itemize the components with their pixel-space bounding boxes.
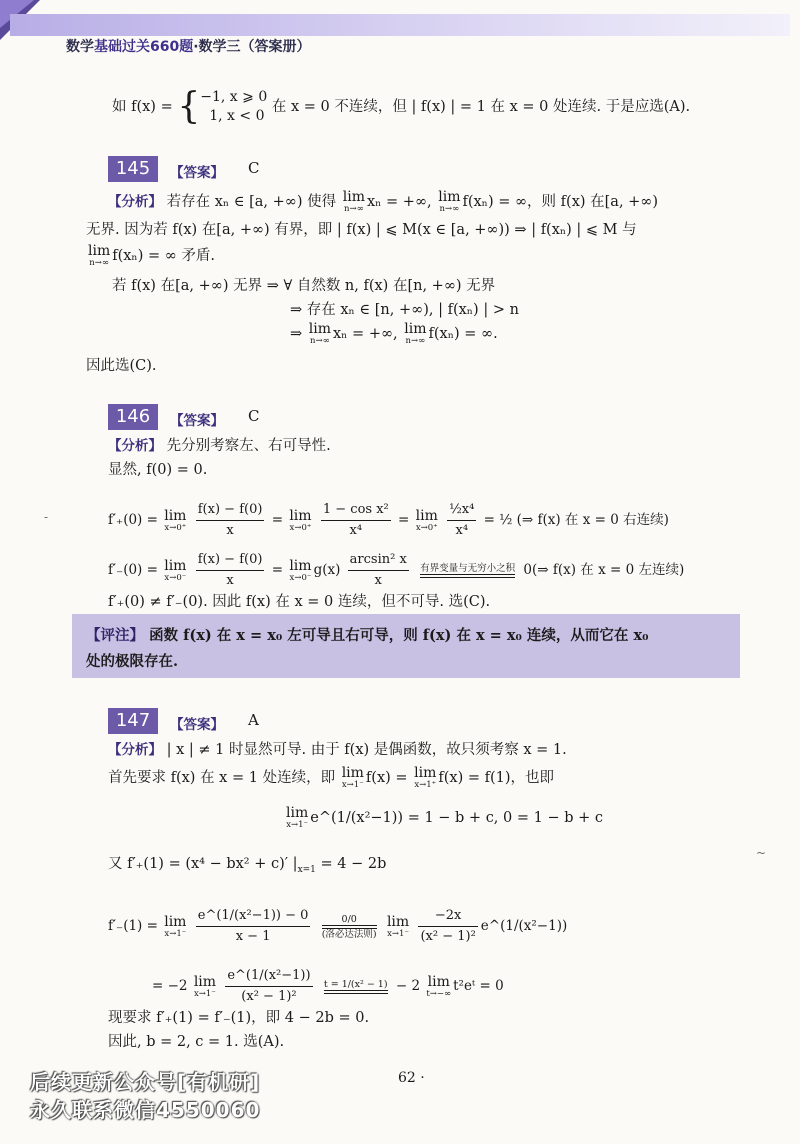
- q145-l6b: xₙ = +∞,: [333, 326, 398, 342]
- margin-mark: -: [44, 510, 49, 524]
- lim-sub: x→1⁻: [387, 928, 409, 939]
- q145-l1c: f(xₙ) = ∞，则 f(x) 在[a, +∞): [462, 194, 659, 210]
- q147-l2a: 首先要求 f(x) 在 x = 1 处连续，即: [108, 770, 336, 786]
- q147-substitution: [152, 966, 504, 1007]
- margin-mark: ~: [756, 846, 767, 860]
- lim-sub: x→1⁺: [414, 780, 437, 790]
- q147-l3b: = 1 − b + c, 0 = 1 − b + c: [407, 810, 603, 826]
- lim-word: lim: [164, 507, 187, 524]
- header-title-accent: 基础过关660题: [94, 39, 194, 55]
- lim-op: [309, 322, 331, 346]
- lim-sub: x→0⁻: [164, 572, 187, 583]
- lim-op: [286, 806, 308, 830]
- q146-right-derivative: [108, 500, 669, 541]
- equals-rule: [420, 574, 515, 575]
- lim-sub: x→0⁺: [289, 522, 312, 533]
- lim-op: [414, 766, 436, 790]
- q146-conclusion: f′₊(0) ≠ f′₋(0). 因此 f(x) 在 x = 0 连续，但不可导. 选(C).: [108, 594, 491, 610]
- question-number-146: 146: [108, 404, 158, 430]
- analysis-tag-147: 【分析】: [108, 742, 162, 758]
- q147-l2c: f(x) = f(1)，也即: [438, 770, 555, 786]
- lim-op: [164, 559, 186, 583]
- fraction: [196, 500, 265, 541]
- lim-op: [289, 559, 311, 583]
- header-title-part2: ·数学三（答案册）: [193, 39, 311, 55]
- q145-line-5: ⇒ 存在 xₙ ∈ [n, +∞), | f(xₙ) | > n: [290, 302, 519, 318]
- note-text-1: 函数 f(x) 在 x = x₀ 左可导且右可导，则 f(x) 在 x = x₀ 连续，从而它在 x₀: [149, 627, 649, 644]
- g-of-x: g(x): [313, 562, 341, 578]
- q145-l6a: ⇒: [290, 326, 303, 342]
- lim-word: lim: [415, 507, 438, 524]
- answer-147: A: [248, 711, 259, 729]
- lim-sub: t→−∞: [426, 988, 452, 999]
- q145-line-1: [108, 190, 658, 214]
- equals-label-bottom: (洛必达法则): [321, 928, 377, 940]
- header-title-part1: 数学: [66, 39, 94, 55]
- answer-tag-147: 【答案】: [170, 717, 224, 733]
- lim-word: lim: [404, 321, 427, 337]
- lim-op: [343, 190, 365, 214]
- q147-l3a: e^(1/(x²−1)): [310, 810, 404, 826]
- lim-op: [342, 766, 364, 790]
- case-2: 1, x < 0: [209, 108, 265, 124]
- q146-left-derivative: [108, 550, 684, 591]
- frac-num: −2x: [418, 906, 477, 927]
- lim-word: lim: [438, 189, 461, 205]
- fraction: [225, 966, 312, 1007]
- l5-tail: e^(1/(x²−1)): [480, 918, 568, 934]
- r-result: = ½ (⇒ f(x) 在 x = 0 右连续): [483, 512, 669, 528]
- eq: =: [271, 562, 284, 578]
- q145-l1b: xₙ = +∞,: [366, 194, 432, 210]
- equals-label: t = 1/(x² − 1): [323, 979, 388, 990]
- frac-den: x⁴: [349, 523, 363, 538]
- frac-den: (x² − 1)²: [420, 929, 476, 944]
- intro-line: [112, 88, 690, 126]
- l-result: 0(⇒ f(x) 在 x = 0 左连续): [523, 562, 685, 578]
- lim-op: [88, 244, 110, 268]
- lim-word: lim: [386, 913, 410, 930]
- case-1: −1, x ⩾ 0: [200, 89, 268, 105]
- lim-sub: x→0⁺: [415, 522, 438, 533]
- q147-line-3: [284, 806, 603, 830]
- frac-den: x: [226, 573, 234, 588]
- answer-146: C: [248, 407, 260, 425]
- equals-rule: [324, 990, 388, 991]
- q146-line-1: [108, 436, 331, 456]
- labeled-equals: [324, 979, 388, 994]
- lim-op: [438, 190, 460, 214]
- question-number-145: 145: [108, 156, 158, 182]
- header-bar: [10, 14, 790, 36]
- l6-lhs: = −2: [152, 978, 188, 994]
- eq: =: [398, 512, 410, 528]
- note-tag: 【评注】: [86, 627, 144, 644]
- q147-line-8: 因此, b = 2, c = 1. 选(A).: [108, 1034, 285, 1050]
- lim-word: lim: [164, 557, 187, 574]
- r-lhs: f′₊(0) =: [108, 512, 158, 528]
- lim-word: lim: [289, 557, 312, 574]
- answer-tag-145: 【答案】: [170, 165, 224, 181]
- intro-prefix: 如 f(x) =: [112, 99, 173, 115]
- fraction: [321, 500, 391, 541]
- labeled-equals: [322, 914, 377, 940]
- note-line-1: [86, 624, 648, 645]
- l6-result: t²eᵗ = 0: [453, 978, 504, 994]
- frac-num: f(x) − f(0): [196, 500, 265, 521]
- lim-word: lim: [289, 507, 312, 524]
- brace-glyph: {: [177, 86, 201, 127]
- q146-l1: 先分别考察左、右可导性.: [166, 438, 331, 454]
- answer-145: C: [248, 159, 260, 177]
- lim-op: [289, 509, 311, 533]
- q145-l3: f(xₙ) = ∞ 矛盾.: [112, 248, 216, 264]
- frac-num: f(x) − f(0): [196, 550, 265, 571]
- q147-left-derivative: [108, 906, 567, 947]
- lim-word: lim: [427, 973, 450, 990]
- q145-l1a: 若存在 xₙ ∈ [a, +∞) 使得: [166, 194, 337, 210]
- q147-l1: | x | ≠ 1 时显然可导. 由于 f(x) 是偶函数，故只须考察 x = 1.: [166, 742, 567, 758]
- fraction: [418, 906, 477, 947]
- lim-word: lim: [193, 973, 217, 990]
- lim-word: lim: [308, 321, 331, 337]
- page-header-title: [66, 36, 311, 56]
- lim-sub: n→∞: [89, 258, 109, 268]
- lim-op: [164, 915, 186, 939]
- question-number-147: 147: [108, 708, 158, 734]
- answer-tag-146: 【答案】: [170, 413, 224, 429]
- watermark-line-2: 永久联系微信4550060: [30, 1098, 261, 1122]
- frac-num: ½x⁴: [447, 500, 476, 521]
- equals-label-top: 0/0: [341, 913, 357, 925]
- labeled-equals: [420, 563, 515, 578]
- lim-sub: x→1⁻: [286, 820, 309, 830]
- q145-line-2: 无界. 因为若 f(x) 在[a, +∞) 有界，即 | f(x) | ⩽ M(x ∈ [a, +∞)) ⇒ | f(xₙ) | ⩽ M 与: [86, 222, 637, 238]
- equals-rule: [322, 925, 377, 926]
- lim-sub: x→1⁻: [194, 988, 216, 999]
- note-line-2: 处的极限存在.: [86, 653, 179, 670]
- lim-word: lim: [414, 765, 437, 781]
- lim-word: lim: [286, 805, 309, 821]
- equals-rule: [420, 577, 515, 578]
- eq: =: [271, 512, 284, 528]
- fraction: [196, 550, 265, 591]
- comment-box: [72, 614, 740, 678]
- lim-op: [404, 322, 426, 346]
- equals-label: 有界变量与无穷小之积: [420, 563, 516, 574]
- lim-op: [387, 915, 409, 939]
- frac-num: arcsin² x: [348, 550, 409, 571]
- analysis-tag-146: 【分析】: [108, 438, 162, 454]
- q147-line-1: [108, 740, 567, 760]
- lim-word: lim: [342, 189, 365, 205]
- frac-den: x⁴: [455, 523, 469, 538]
- lim-sub: n→∞: [344, 204, 364, 214]
- frac-den: (x² − 1)²: [241, 989, 297, 1004]
- fraction: [196, 906, 311, 947]
- frac-num: e^(1/(x²−1)): [225, 966, 312, 987]
- lim-word: lim: [88, 243, 111, 259]
- q146-line-2: 显然, f(0) = 0.: [108, 462, 208, 478]
- lim-op: [416, 509, 438, 533]
- lim-sub: n→∞: [310, 336, 330, 346]
- fraction: [348, 550, 409, 591]
- q147-l4-sub: x=1: [297, 865, 316, 875]
- q147-line-4: [108, 854, 386, 880]
- lim-word: lim: [164, 913, 187, 930]
- lim-sub: n→∞: [405, 336, 426, 346]
- lim-op: [426, 975, 451, 999]
- lim-sub: x→0⁻: [289, 572, 312, 583]
- q145-line-3: [86, 244, 215, 268]
- lim-sub: x→1⁻: [341, 780, 364, 790]
- lim-sub: x→1⁻: [164, 928, 187, 939]
- frac-den: x − 1: [235, 929, 271, 944]
- lim-op: [164, 509, 186, 533]
- q145-line-7: 因此选(C).: [86, 358, 157, 374]
- l-lhs: f′₋(0) =: [108, 562, 158, 578]
- frac-den: x: [374, 573, 382, 588]
- equals-rule: [324, 993, 388, 994]
- q147-l4b: = 4 − 2b: [320, 856, 387, 872]
- frac-num: e^(1/(x²−1)) − 0: [196, 906, 311, 927]
- analysis-tag-145: 【分析】: [108, 194, 162, 210]
- lim-sub: x→0⁺: [164, 522, 187, 533]
- lim-sub: n→∞: [439, 204, 460, 214]
- q147-line-7: 现要求 f′₊(1) = f′₋(1)，即 4 − 2b = 0.: [108, 1010, 370, 1026]
- fraction: [447, 500, 476, 541]
- l6-tail: − 2: [395, 978, 421, 994]
- piecewise-cases: [200, 88, 267, 126]
- q145-l6c: f(xₙ) = ∞.: [428, 326, 498, 342]
- lim-op: [194, 975, 216, 999]
- l5-lhs: f′₋(1) =: [108, 918, 158, 934]
- q147-l4: 又 f′₊(1) = (x⁴ − bx² + c)′ |: [108, 856, 298, 872]
- frac-den: x: [226, 523, 234, 538]
- q147-line-2: [108, 766, 554, 790]
- q145-line-6: [290, 322, 498, 346]
- lim-word: lim: [341, 765, 364, 781]
- watermark-line-1: 后续更新公众号[有机研]: [30, 1070, 261, 1094]
- intro-suffix: 在 x = 0 不连续，但 | f(x) | = 1 在 x = 0 处连续. 于是应选(A).: [271, 99, 691, 115]
- frac-num: 1 − cos x²: [321, 500, 391, 521]
- q147-l2b: f(x) =: [365, 770, 408, 786]
- q145-line-4: 若 f(x) 在[a, +∞) 无界 ⇒ ∀ 自然数 n, f(x) 在[n, +∞) 无界: [112, 278, 496, 294]
- page-number: 62 ·: [398, 1070, 425, 1086]
